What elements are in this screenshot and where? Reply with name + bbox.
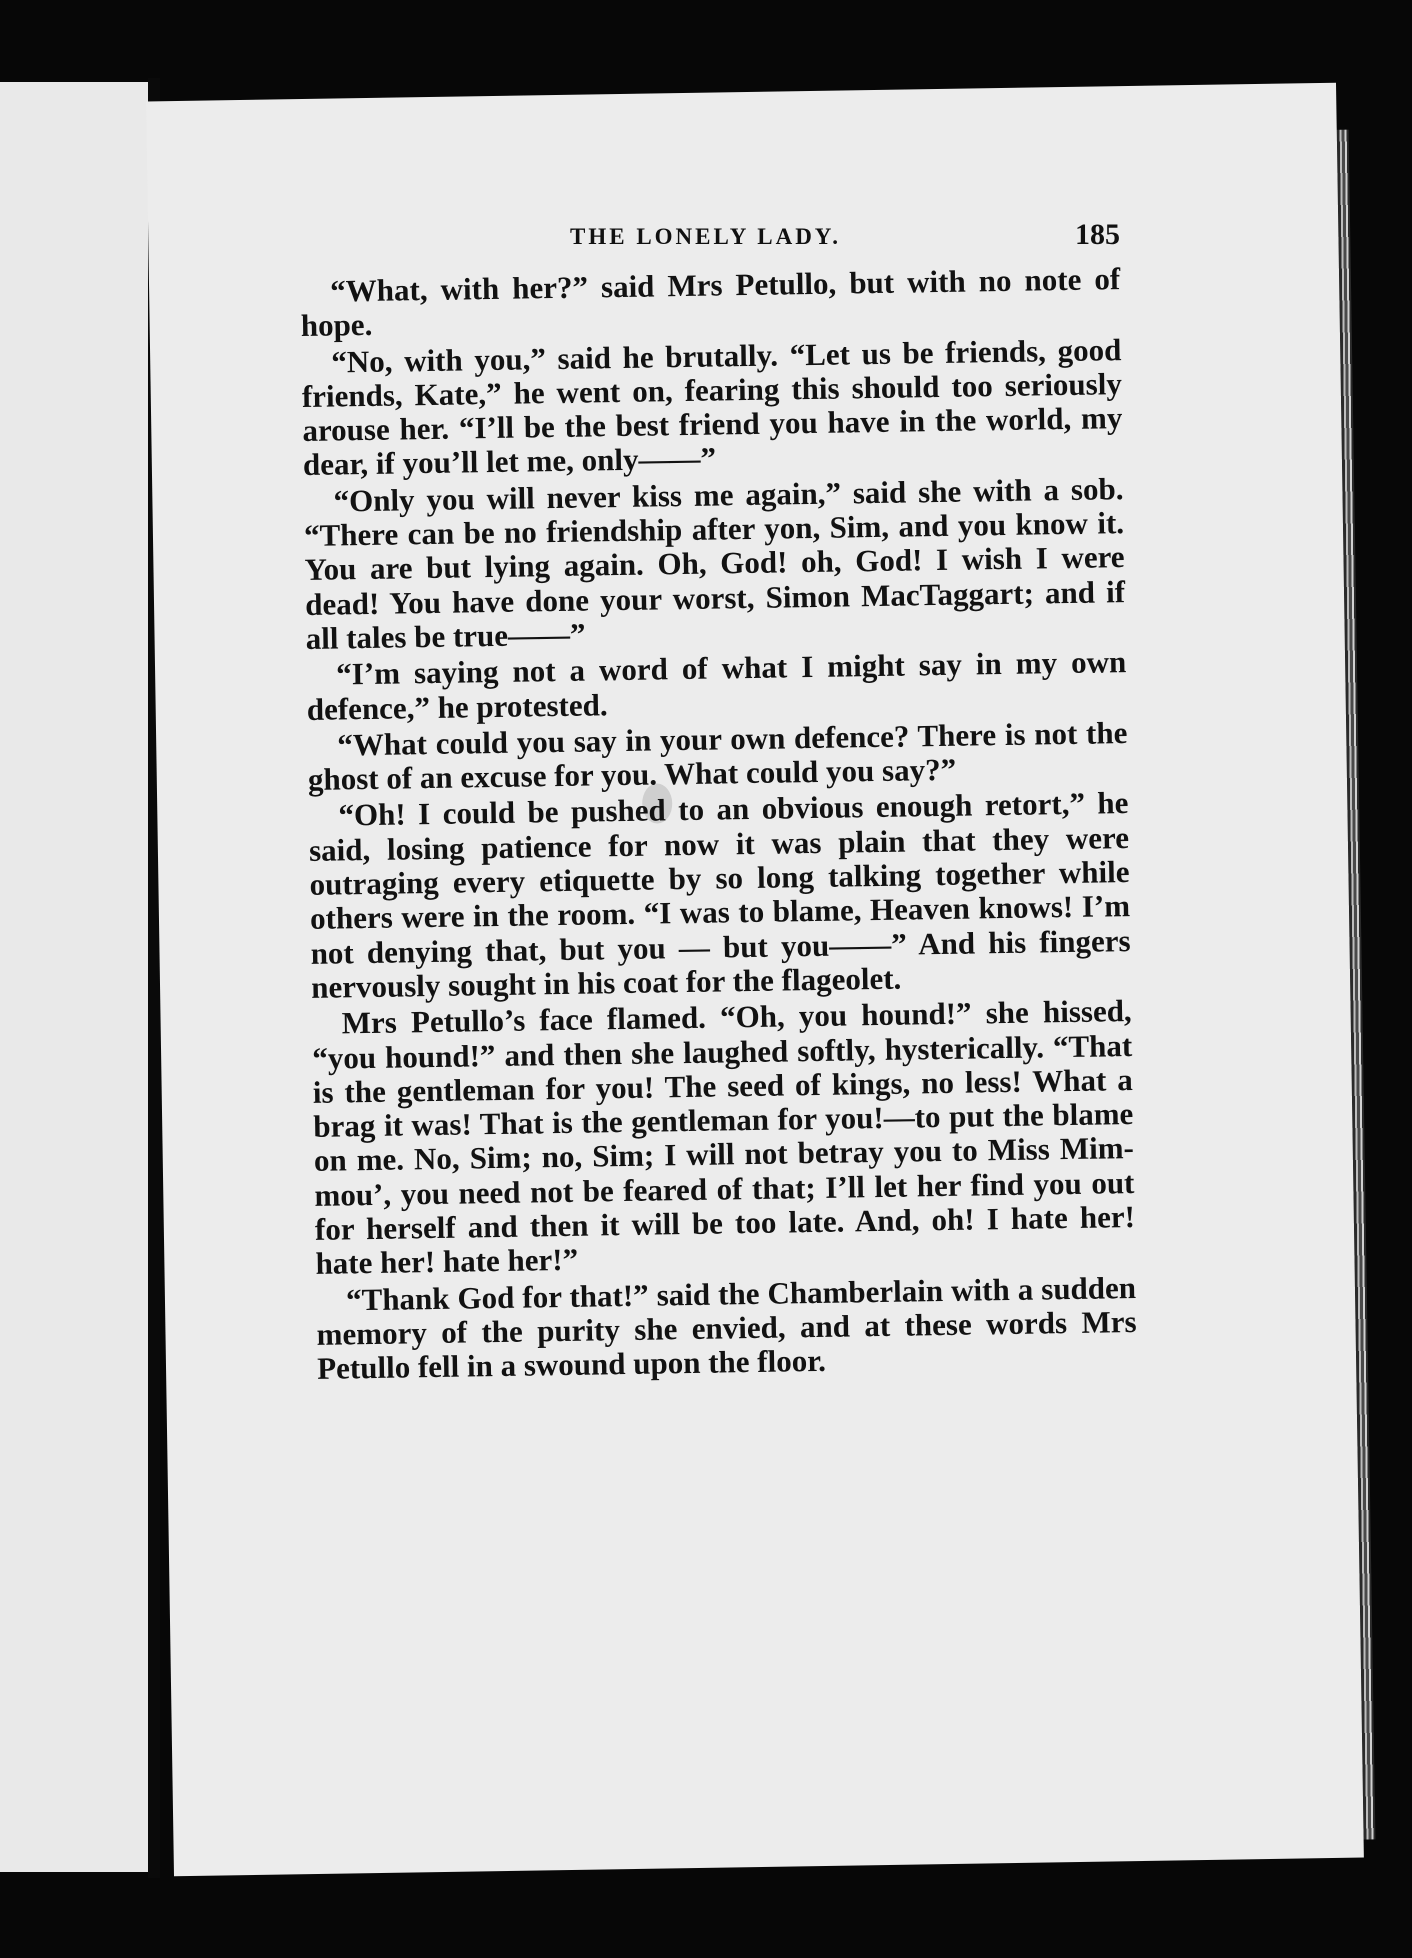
body-text <box>300 262 1137 1388</box>
paragraph: “I’m saying not a word of what I might say in my own defence,” he protested. <box>306 644 1127 727</box>
facing-page-edge <box>0 82 148 1872</box>
paragraph: “What could you say in your own defence? There is not the ghost of an excuse for you. What could you say?” <box>307 714 1128 798</box>
running-title: THE LONELY LADY. <box>570 224 842 249</box>
paragraph: “Only you will never kiss me again,” said she with a sob. “There can be no friendship after yon, Sim, and you know it. You are but lying again. Oh, God! oh, God! I wish I were dead! You have done your worst, Simon MacTaggart; and if all tales be true——” <box>303 470 1126 656</box>
paragraph: Mrs Petullo’s face flamed. “Oh, you hound!” she hissed, “you hound!” and then she laughed softly, hysterically. “That is the gentleman for you! The seed of kings, no less! What a brag it was! That is the gentleman for you!—to put the blame on me. No, Sim; no, Sim; I will not betray you to Miss Mim-mou’, you need not be feared of that; I’ll let her find you out for herself and then it will be too late. And, oh! I hate her! hate her! hate her!” <box>312 993 1136 1282</box>
paragraph: “Thank God for that!” said the Chamberlain with a sudden memory of the purity she envied, and at these words Mrs Petullo fell in a swound upon the floor. <box>316 1269 1137 1387</box>
paragraph: “What, with her?” said Mrs Petullo, but with no note of hope. <box>300 261 1121 344</box>
paragraph: “No, with you,” said he brutally. “Let us be friends, good friends, Kate,” he went on, fearing this should too seriously arouse her. “I’ll be the best friend you have in the world, my dear, if you’ll let me, only——” <box>301 331 1123 483</box>
paragraph: “Oh! I could be pushed to an obvious enough retort,” he said, losing patience for now it was plain that they were outraging every etiquette by so long talking together while others were in the room. “I was to blame, Heaven knows! I’m not denying that, but you — but you——” And his fingers nervously sought in his coat for the flageolet. <box>308 785 1131 1005</box>
page-number: 185 <box>1075 218 1120 251</box>
page-header <box>410 218 1130 268</box>
